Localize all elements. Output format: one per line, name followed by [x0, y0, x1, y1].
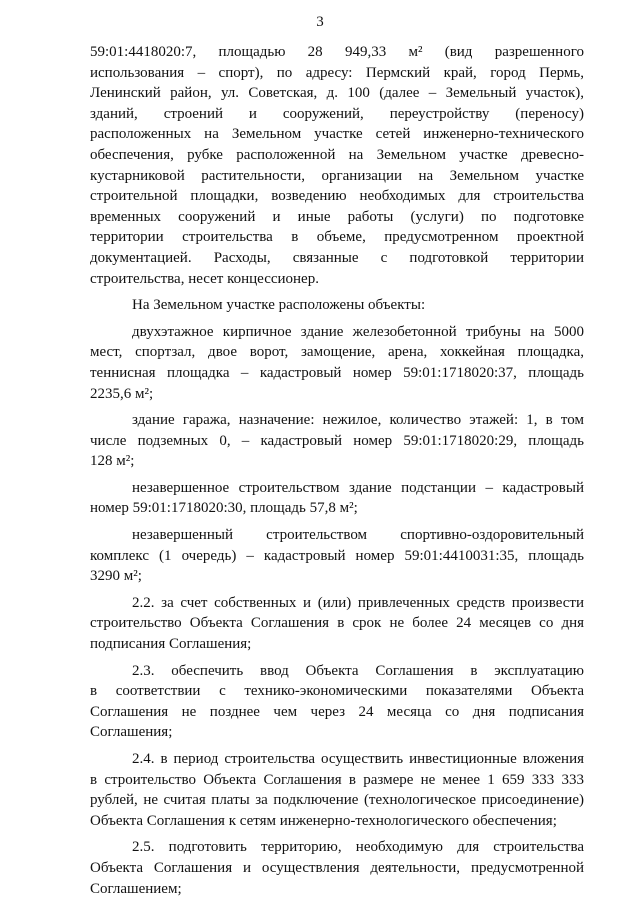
text-line: в строительство Объекта Соглашения в размере не менее 1 659 333 333	[90, 771, 584, 788]
text-line: подписания Соглашения;	[90, 636, 252, 653]
text-line: строительства, несет концессионер.	[90, 270, 319, 287]
document-body	[90, 42, 584, 899]
text-line: 3290 м²;	[90, 568, 142, 585]
text-line: Соглашения;	[90, 724, 173, 741]
text-line: теннисная площадка – кадастровый номер 59:01:1718020:37, площадь	[90, 364, 584, 381]
text-line: использования – спорт), по адресу: Пермский край, город Пермь,	[90, 64, 584, 81]
text-line: 2.3. обеспечить ввод Объекта Соглашения в эксплуатацию	[132, 662, 584, 679]
text-line: Объекта Соглашения к сетям инженерно-технологического обеспечения;	[90, 812, 557, 829]
text-line: 2.4. в период строительства осуществить инвестиционные вложения	[132, 751, 584, 767]
text-line: рублей, не считая платы за подключение (технологическое присоединение)	[90, 792, 584, 809]
text-line: строительной площадки, возведению необходимых для строительства	[90, 188, 584, 205]
paragraph-p10	[90, 837, 584, 899]
text-line: кустарниковой растительности, организации на Земельном участке	[90, 167, 584, 184]
text-line: числе подземных 0, – кадастровый номер 59:01:1718020:29, площадь	[90, 432, 584, 449]
page-number: 3	[316, 14, 324, 30]
text-line: здание гаража, назначение: нежилое, количество этажей: 1, в том	[132, 412, 584, 429]
text-line: двухэтажное кирпичное здание железобетонной трибуны на 5000	[132, 323, 584, 340]
paragraph-p7	[90, 593, 584, 655]
text-line: 2.2. за счет собственных и (или) привлеченных средств произвести	[132, 594, 584, 611]
text-line: зданий, строений и сооружений, переустройству (переносу)	[90, 105, 584, 122]
text-line: незавершенный строительством спортивно-оздоровительный	[132, 527, 584, 544]
paragraph-p1	[90, 42, 584, 289]
text-line: территории строительства в объеме, предусмотренном проектной	[90, 229, 584, 246]
paragraph-p5	[90, 478, 584, 519]
text-line: комплекс (1 очередь) – кадастровый номер 59:01:4410031:35, площадь	[90, 547, 584, 564]
text-line: документацией. Расходы, связанные с подготовкой территории	[90, 249, 584, 266]
text-line: Ленинский район, ул. Советская, д. 100 (далее – Земельный участок),	[90, 85, 584, 102]
text-line: незавершенное строительством здание подстанции – кадастровый	[132, 479, 584, 496]
text-line: временных сооружений и иные работы (услуги) по подготовке	[90, 208, 584, 225]
text-line: 2.5. подготовить территорию, необходимую для строительства	[132, 839, 584, 856]
text-line: Соглашением;	[90, 880, 182, 897]
paragraph-p9	[90, 749, 584, 831]
text-line: мест, спортзал, двое ворот, замощение, арена, хоккейная площадка,	[90, 344, 584, 361]
text-line: Соглашения не позднее чем через 24 месяца со дня подписания	[90, 703, 584, 720]
paragraph-p3	[90, 322, 584, 404]
text-line: расположенных на Земельном участке сетей инженерно-технического	[90, 126, 584, 143]
text-line: 2235,6 м²;	[90, 385, 154, 402]
text-line: На Земельном участке расположены объекты:	[132, 297, 426, 314]
text-line: 59:01:4418020:7, площадью 28 949,33 м² (вид разрешенного	[90, 44, 584, 60]
text-line: номер 59:01:1718020:30, площадь 57,8 м²;	[90, 500, 358, 517]
text-line: строительство Объекта Соглашения в срок не более 24 месяцев со дня	[90, 615, 584, 632]
text-line: в соответствии с технико-экономическими показателями Объекта	[90, 683, 584, 700]
text-line: обеспечения, рубке расположенной на Земельном участке древесно-	[90, 146, 584, 163]
text-line: Объекта Соглашения и осуществления деятельности, предусмотренной	[90, 859, 584, 876]
paragraph-p4	[90, 410, 584, 472]
text-line: 128 м²;	[90, 453, 135, 470]
paragraph-p6	[90, 525, 584, 587]
paragraph-p2	[90, 295, 584, 316]
paragraph-p8	[90, 661, 584, 743]
